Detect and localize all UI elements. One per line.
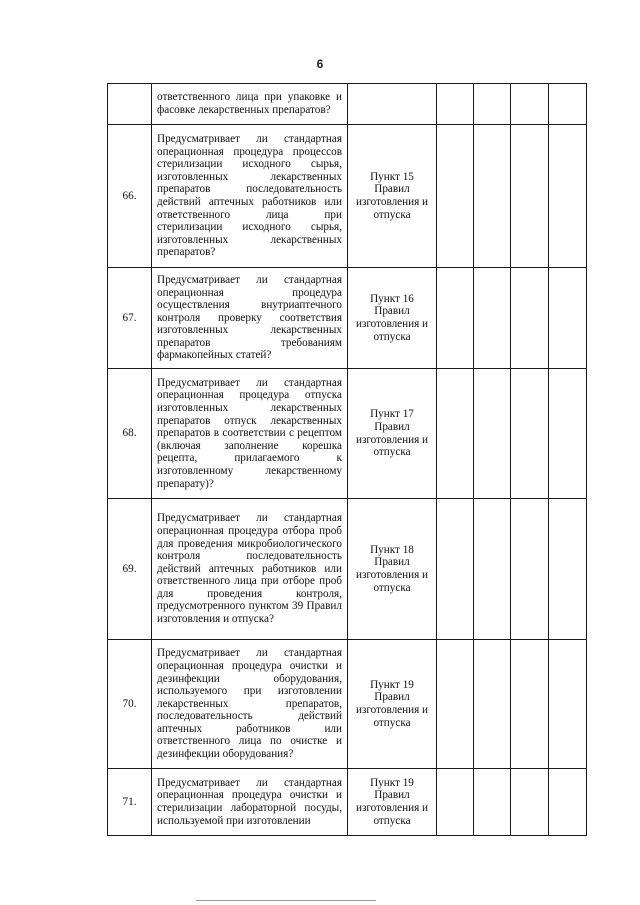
row-number: 70.	[108, 640, 152, 769]
reference-cell: Пункт 19 Правил изготовления и отпуска	[348, 769, 437, 836]
question-cell	[152, 499, 348, 640]
table-row	[108, 268, 587, 369]
answer-na-cell[interactable]	[511, 499, 549, 640]
answer-na-cell[interactable]	[511, 84, 549, 125]
question-cell	[152, 268, 348, 369]
answer-yes-cell[interactable]	[437, 640, 474, 769]
answer-no-cell[interactable]	[474, 125, 511, 268]
answer-na-cell[interactable]	[511, 640, 549, 769]
row-number	[108, 84, 152, 125]
checklist-table	[107, 83, 587, 836]
question-cell	[152, 84, 348, 125]
reference-cell: Пункт 19 Правил изготовления и отпуска	[348, 640, 437, 769]
answer-na-cell[interactable]	[511, 268, 549, 369]
table-row	[108, 125, 587, 268]
row-number: 71.	[108, 769, 152, 836]
question-text: Предусматривает ли стандартная операционная процедура очистки и дезинфекции оборудования, используемого при изготовлении лекарственных препаратов, последовательность действий аптечных работников или ответственного лица по очистке и дезинфекции оборудования?	[157, 647, 342, 761]
question-cell	[152, 125, 348, 268]
table-row	[108, 84, 587, 125]
question-cell	[152, 640, 348, 769]
question-text: Предусматривает ли стандартная операционная процедура очистки и стерилизации лабораторной посуды, используемой при изготовлении	[157, 776, 342, 827]
answer-no-cell[interactable]	[474, 268, 511, 369]
note-cell[interactable]	[549, 499, 587, 640]
answer-yes-cell[interactable]	[437, 268, 474, 369]
table-row	[108, 769, 587, 836]
answer-no-cell[interactable]	[474, 640, 511, 769]
answer-yes-cell[interactable]	[437, 125, 474, 268]
answer-na-cell[interactable]	[511, 769, 549, 836]
answer-yes-cell[interactable]	[437, 369, 474, 499]
reference-cell: Пункт 15 Правил изготовления и отпуска	[348, 125, 437, 268]
answer-no-cell[interactable]	[474, 499, 511, 640]
row-number: 66.	[108, 125, 152, 268]
page-number: 6	[316, 57, 324, 71]
question-text: Предусматривает ли стандартная операционная процедура отпуска изготовленных лекарственных препаратов отпуск лекарственных препаратов в соответствии с рецептом (включая заполнение корешка рецепта, прилагаемого к изготовленному лекарственному препарату)?	[157, 376, 342, 490]
row-number: 69.	[108, 499, 152, 640]
question-text: Предусматривает ли стандартная операционная процедура отбора проб для проведения микробиологического контроля последовательность действий аптечных работников или ответственного лица при отборе проб для проведения контроля, предусмотренного пунктом 39 Правил изготовления и отпуска?	[157, 512, 342, 626]
question-text: ответственного лица при упаковке и фасовке лекарственных препаратов?	[157, 91, 342, 116]
answer-no-cell[interactable]	[474, 369, 511, 499]
note-cell[interactable]	[549, 769, 587, 836]
question-cell	[152, 369, 348, 499]
note-cell[interactable]	[549, 640, 587, 769]
scan-edge-line	[196, 900, 376, 901]
question-cell	[152, 769, 348, 836]
note-cell[interactable]	[549, 369, 587, 499]
answer-yes-cell[interactable]	[437, 84, 474, 125]
answer-na-cell[interactable]	[511, 369, 549, 499]
note-cell[interactable]	[549, 125, 587, 268]
reference-cell: Пункт 17 Правил изготовления и отпуска	[348, 369, 437, 499]
reference-cell: Пункт 16 Правил изготовления и отпуска	[348, 268, 437, 369]
note-cell[interactable]	[549, 268, 587, 369]
answer-yes-cell[interactable]	[437, 769, 474, 836]
answer-na-cell[interactable]	[511, 125, 549, 268]
reference-cell	[348, 84, 437, 125]
answer-no-cell[interactable]	[474, 84, 511, 125]
table-row	[108, 499, 587, 640]
table-row	[108, 369, 587, 499]
row-number: 68.	[108, 369, 152, 499]
reference-cell: Пункт 18 Правил изготовления и отпуска	[348, 499, 437, 640]
answer-yes-cell[interactable]	[437, 499, 474, 640]
question-text: Предусматривает ли стандартная операционная процедура осуществления внутриаптечного контроля проверку соответствия изготовленных лекарственных препаратов требованиям фармакопейных статей?	[157, 273, 342, 362]
table-row	[108, 640, 587, 769]
answer-no-cell[interactable]	[474, 769, 511, 836]
question-text: Предусматривает ли стандартная операционная процедура процессов стерилизации исходного сырья, изготовленных лекарственных препаратов последовательность действий аптечных работников или ответственного лица при стерилизации исходного сырья, изготовленных лекарственных препаратов?	[157, 133, 342, 259]
note-cell[interactable]	[549, 84, 587, 125]
row-number: 67.	[108, 268, 152, 369]
